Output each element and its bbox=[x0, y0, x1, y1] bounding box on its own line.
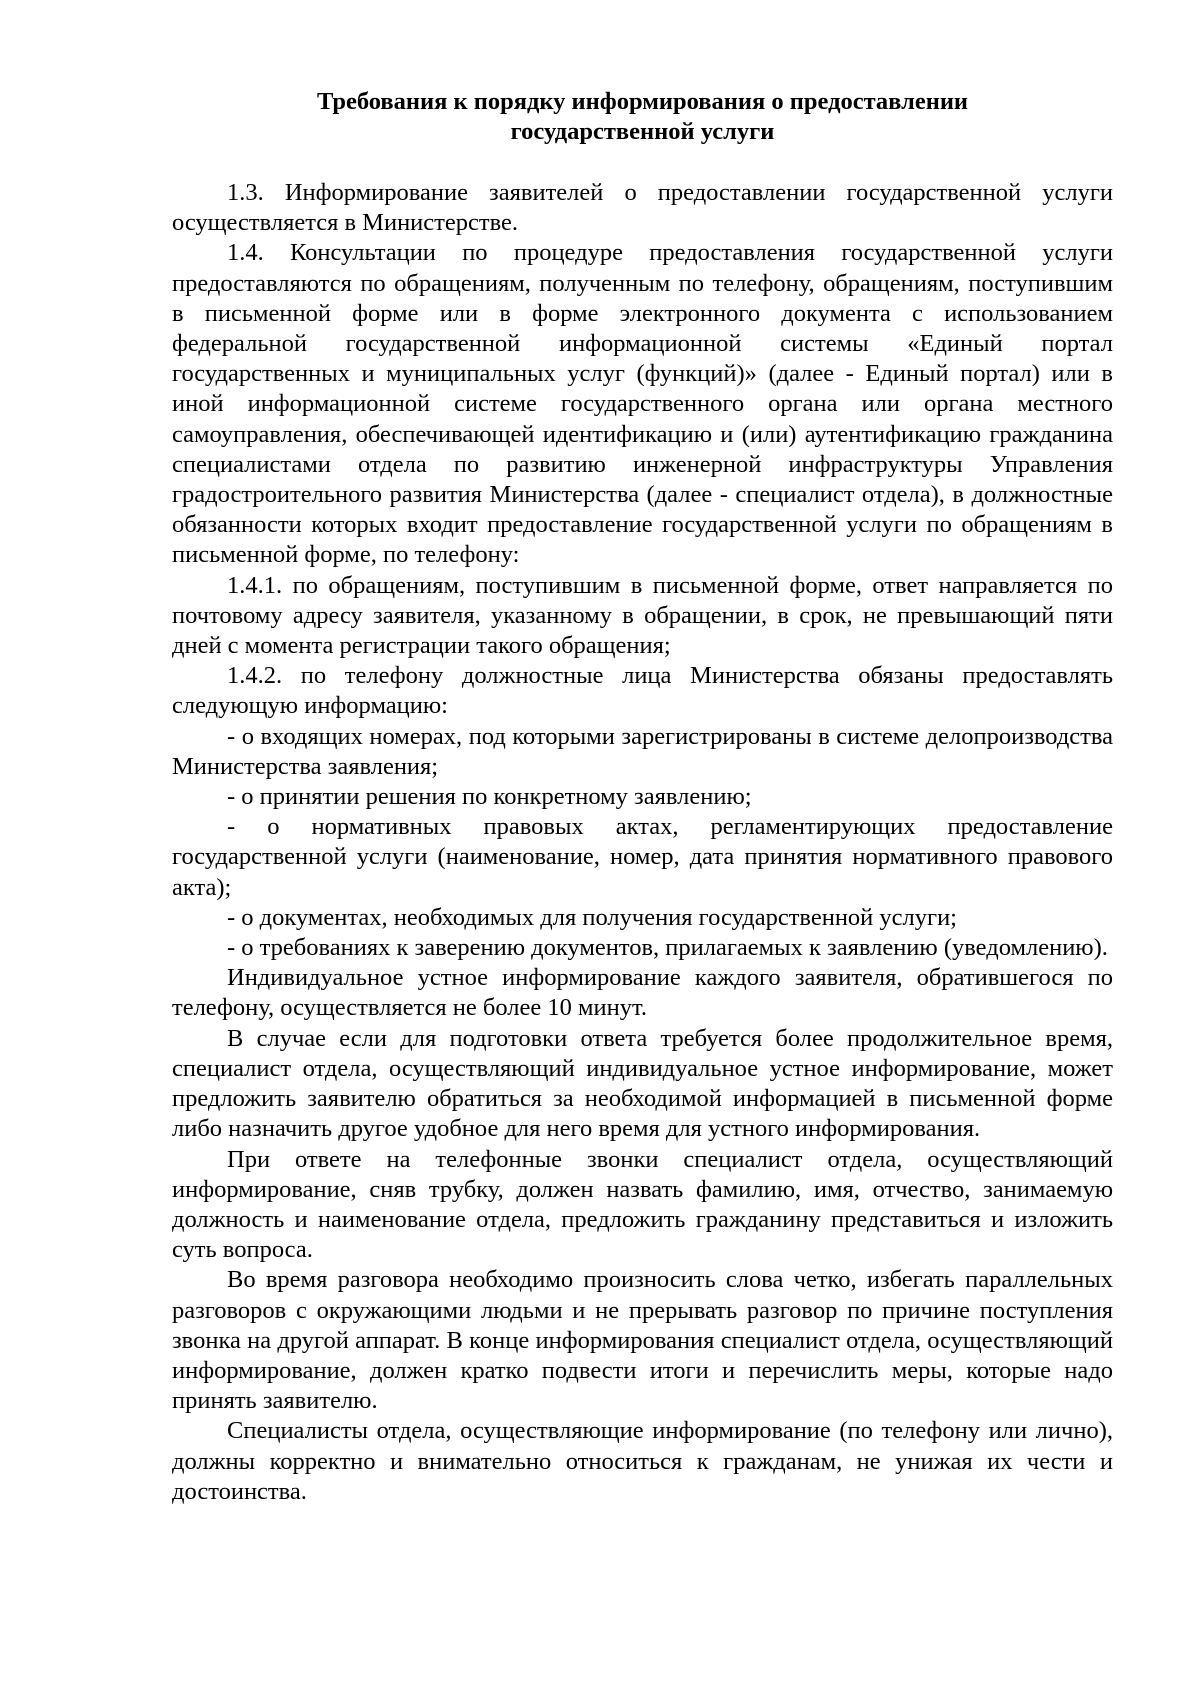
paragraph-1-4: 1.4. Консультации по процедуре предоставления государственной услуги предоставляются по обращениям, полученным по телефону, обращениям, поступившим в письменной форме или в форме электронного документа с использованием федеральной государственной информационной системы «Единый портал государственных и муниципальных услуг (функций)» (далее - Единый портал) или в иной информационной системе государственного органа или органа местного самоуправления, обеспечивающей идентификацию и (или) аутентификацию гражданина специалистами отдела по развитию инженерной инфраструктуры Управления градостроительного развития Министерства (далее - специалист отдела), в должностные обязанности которых входит предоставление государственной услуги по обращениям в письменной форме, по телефону: bbox=[172, 239, 1113, 569]
paragraph-longer-time: В случае если для подготовки ответа требуется более продолжительное время, специалист отдела, осуществляющий индивидуальное устное информирование, может предложить заявителю обратиться за необходимой информацией в письменной форме либо назначить другое удобное для него время для устного информирования. bbox=[172, 1024, 1113, 1143]
title-line-1: Требования к порядку информирования о предоставлении bbox=[316, 88, 969, 115]
paragraph-1-4-2: 1.4.2. по телефону должностные лица Министерства обязаны предоставлять следующую информацию: bbox=[172, 662, 1113, 720]
title-line-2: государственной услуги bbox=[510, 118, 775, 145]
paragraph-oral-informing: Индивидуальное устное информирование каждого заявителя, обратившегося по телефону, осуществляется не более 10 минут. bbox=[172, 964, 1113, 1022]
list-item-documents: - о документах, необходимых для получения государственной услуги; bbox=[227, 903, 957, 931]
paragraph-phone-calls: При ответе на телефонные звонки специалист отдела, осуществляющий информирование, сняв трубку, должен назвать фамилию, имя, отчество, занимаемую должность и наименование отдела, предложить гражданину представиться и изложить суть вопроса. bbox=[172, 1145, 1113, 1264]
document-body bbox=[172, 178, 1113, 1507]
paragraph-1-4-1: 1.4.1. по обращениям, поступившим в письменной форме, ответ направляется по почтовому адресу заявителя, указанному в обращении, в срок, не превышающий пяти дней с момента регистрации такого обращения; bbox=[172, 571, 1113, 660]
list-item-normative-acts: - о нормативных правовых актах, регламентирующих предоставление государственной услуги (наименование, номер, дата принятия нормативного правового акта); bbox=[172, 813, 1113, 901]
paragraph-conversation: Во время разговора необходимо произносить слова четко, избегать параллельных разговоров с окружающими людьми и не прерывать разговор по причине поступления звонка на другой аппарат. В конце информирования специалист отдела, осуществляющий информирование, должен кратко подвести итоги и перечислить меры, которые надо принять заявителю. bbox=[172, 1266, 1113, 1415]
list-item-certification: - о требованиях к заверению документов, прилагаемых к заявлению (уведомлению). bbox=[227, 934, 1108, 962]
paragraph-conduct: Специалисты отдела, осуществляющие информирование (по телефону или лично), должны корректно и внимательно относиться к гражданам, не унижая их чести и достоинства. bbox=[172, 1417, 1113, 1505]
paragraph-1-3: 1.3. Информирование заявителей о предоставлении государственной услуги осуществляется в Министерстве. bbox=[172, 179, 1113, 237]
list-item-incoming-numbers: - о входящих номерах, под которыми зарегистрированы в системе делопроизводства Министерства заявления; bbox=[172, 722, 1113, 780]
list-item-decision: - о принятии решения по конкретному заявлению; bbox=[227, 783, 752, 811]
document-title bbox=[172, 87, 1113, 147]
